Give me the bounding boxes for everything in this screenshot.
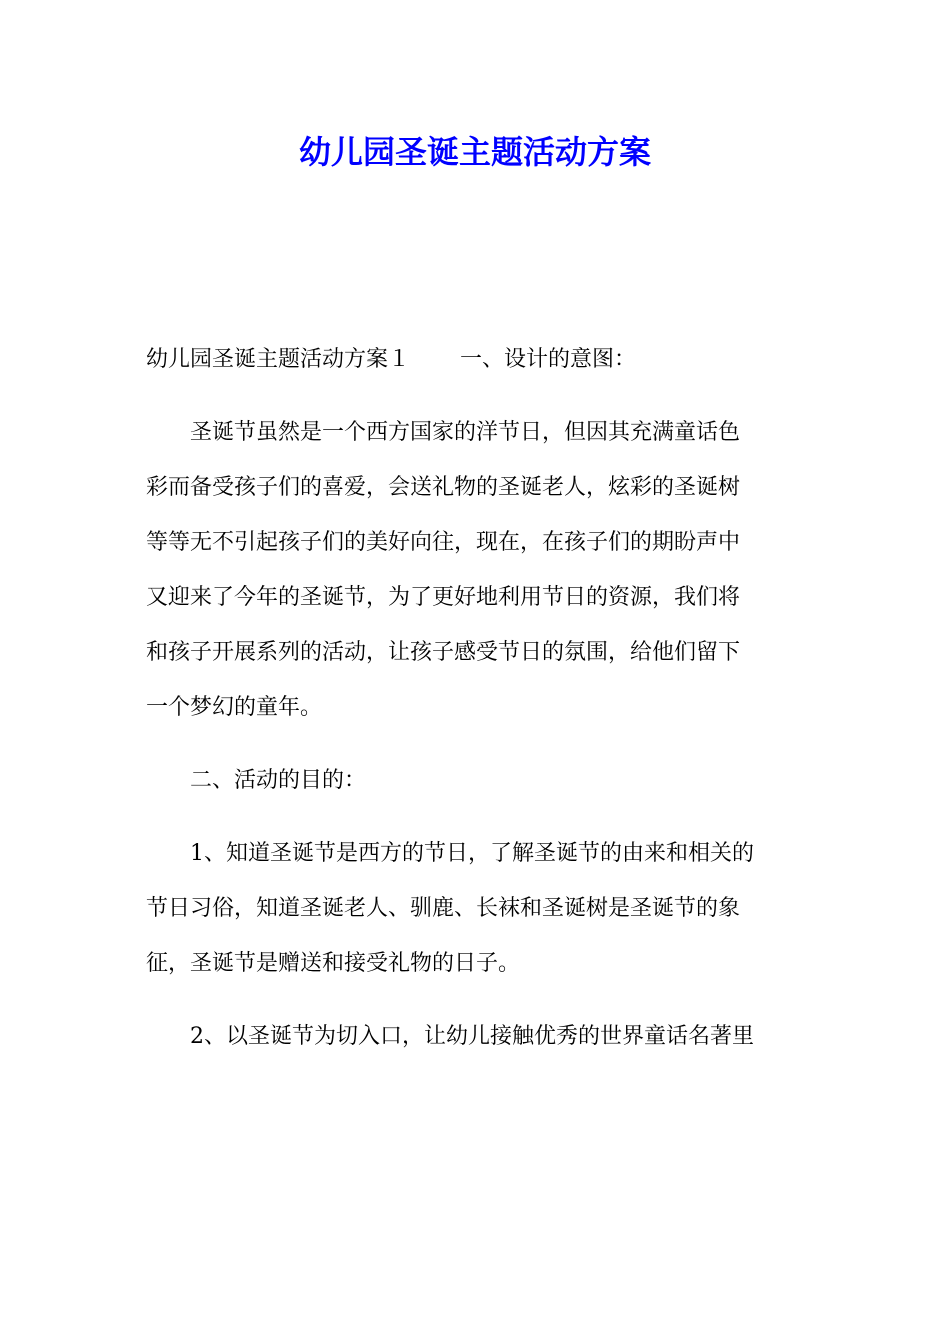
plan-heading: 幼儿园圣诞主题活动方案１: [146, 347, 411, 372]
paragraph-line: 等等无不引起孩子们的美好向往，现在，在孩子们的期盼声中: [146, 530, 741, 555]
paragraph-line: 一个梦幻的童年。: [146, 695, 323, 720]
paragraph-line: 二、活动的目的：: [190, 768, 367, 793]
paragraph-line: 1、知道圣诞节是西方的节日，了解圣诞节的由来和相关的: [190, 841, 754, 866]
paragraph-design-intent: [146, 405, 806, 735]
section-heading-design-intent: 一、设计的意图：: [460, 347, 637, 372]
paragraph-line: 节日习俗，知道圣诞老人、驯鹿、长袜和圣诞树是圣诞节的象: [146, 896, 741, 921]
paragraph-line: 征，圣诞节是赠送和接受礼物的日子。: [146, 951, 521, 976]
paragraph-gap: [146, 387, 806, 405]
paragraph-gap: [146, 991, 806, 1009]
section-heading-purpose: [146, 753, 806, 808]
paragraph-gap: [146, 808, 806, 826]
paragraph-line: 彩而备受孩子们的喜爱，会送礼物的圣诞老人，炫彩的圣诞树: [146, 475, 741, 500]
paragraph-purpose-1: [146, 826, 806, 991]
intro-line: [146, 332, 806, 387]
paragraph-gap: [146, 735, 806, 753]
paragraph-line: 又迎来了今年的圣诞节，为了更好地利用节日的资源，我们将: [146, 585, 741, 610]
paragraph-purpose-2: [146, 1009, 806, 1064]
document-title: 幼儿园圣诞主题活动方案: [298, 133, 651, 171]
paragraph-line: 和孩子开展系列的活动，让孩子感受节日的氛围，给他们留下: [146, 640, 741, 665]
paragraph-line: 2、以圣诞节为切入口，让幼儿接触优秀的世界童话名著里: [190, 1024, 754, 1049]
paragraph-line: 圣诞节虽然是一个西方国家的洋节日，但因其充满童话色: [190, 420, 741, 445]
document-body: [146, 332, 806, 1064]
